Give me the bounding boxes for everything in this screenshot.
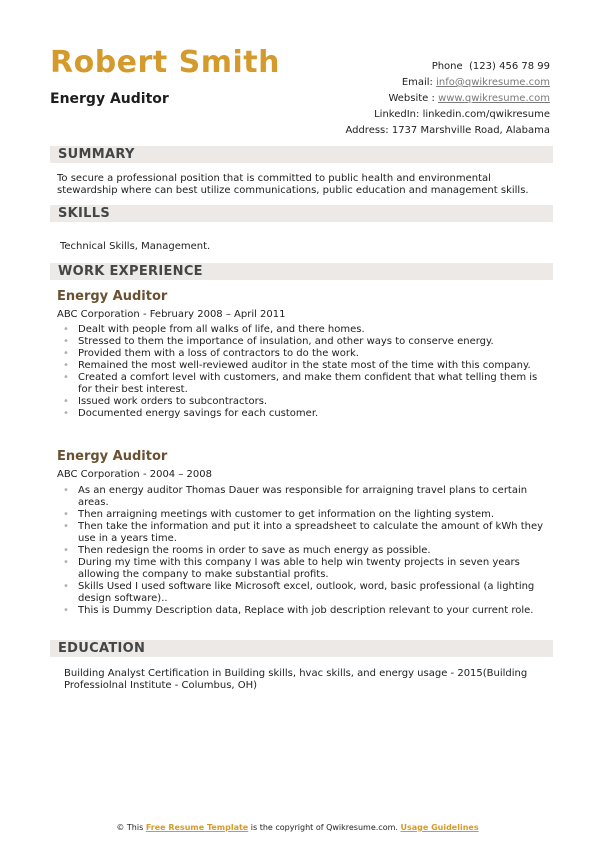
job-company-dates: ABC Corporation - 2004 – 2008 — [57, 469, 212, 480]
summary-line: stewardship where can best utilize communications, public education and management skills. — [57, 185, 529, 196]
education-section-header — [50, 640, 553, 657]
email-link[interactable]: info@qwikresume.com — [436, 77, 550, 88]
address-label: Address: — [345, 125, 389, 136]
summary-title: SUMMARY — [58, 147, 135, 162]
candidate-role: Energy Auditor — [50, 91, 169, 107]
contact-website — [345, 91, 550, 107]
candidate-name: Robert Smith — [50, 45, 280, 80]
summary-line: To secure a professional position that is committed to public health and environmental — [57, 173, 491, 184]
skills-text: Technical Skills, Management. — [60, 241, 211, 252]
education-title: EDUCATION — [58, 641, 146, 656]
list-item: • Then redesign the rooms in order to save as much energy as possible. — [60, 545, 552, 557]
job-bullets — [60, 324, 552, 420]
footer-middle: is the copyright of Qwikresume.com. — [250, 823, 398, 832]
phone-label: Phone — [431, 61, 463, 72]
phone-value: (123) 456 78 99 — [469, 61, 550, 72]
contact-email — [345, 75, 550, 91]
list-item: • Dealt with people from all walks of life, and there homes. — [60, 324, 552, 336]
footer — [0, 823, 595, 833]
free-resume-template-link[interactable]: Free Resume Template — [145, 823, 249, 832]
contact-block — [345, 59, 550, 139]
address-value: 1737 Marshville Road, Alabama — [391, 125, 550, 136]
website-label: Website : — [388, 93, 435, 104]
job-company-dates: ABC Corporation - February 2008 – April 2011 — [57, 309, 286, 320]
contact-phone — [345, 59, 550, 75]
list-item: • Stressed to them the importance of insulation, and other ways to conserve energy. — [60, 336, 552, 348]
summary-section-header — [50, 146, 553, 163]
list-item: • Issued work orders to subcontractors. — [60, 396, 552, 408]
job-title: Energy Auditor — [57, 449, 168, 464]
job-title: Energy Auditor — [57, 289, 168, 304]
skills-section-header — [50, 205, 553, 222]
list-item: • Created a comfort level with customers, and make them confident that what telling them is for their best interest. — [60, 372, 552, 396]
education-line: Professiolnal Institute - Columbus, OH) — [64, 680, 258, 691]
list-item: • This is Dummy Description data, Replace with job description relevant to your current role. — [60, 605, 552, 617]
work-section-header — [50, 263, 553, 280]
list-item: • Skills Used I used software like Microsoft excel, outlook, word, basic professional (a lighting design software).. — [60, 581, 552, 605]
work-title: WORK EXPERIENCE — [58, 264, 203, 279]
list-item: • Documented energy savings for each customer. — [60, 408, 552, 420]
list-item: • During my time with this company I was able to help win twenty projects in seven years allowing the company to make substantial profits. — [60, 557, 552, 581]
education-line: Building Analyst Certification in Building skills, hvac skills, and energy usage - 2015(Building — [64, 668, 528, 679]
job-bullets — [60, 485, 552, 617]
education-text — [64, 668, 552, 692]
list-item: • Then arraigning meetings with customer to get information on the lighting system. — [60, 509, 552, 521]
list-item: • Remained the most well-reviewed auditor in the state most of the time with this company. — [60, 360, 552, 372]
skills-title: SKILLS — [58, 206, 111, 221]
contact-address — [345, 123, 550, 139]
list-item: • Then take the information and put it into a spreadsheet to calculate the amount of kWh they use in a years time. — [60, 521, 552, 545]
linkedin-value: linkedin.com/qwikresume — [422, 109, 550, 120]
linkedin-label: LinkedIn: — [374, 109, 420, 120]
list-item: • As an energy auditor Thomas Dauer was responsible for arraigning travel plans to certain areas. — [60, 485, 552, 509]
summary-text — [57, 173, 553, 197]
website-link[interactable]: www.qwikresume.com — [438, 93, 550, 104]
contact-linkedin — [345, 107, 550, 123]
list-item: • Provided them with a loss of contractors to do the work. — [60, 348, 552, 360]
email-label: Email: — [401, 77, 433, 88]
usage-guidelines-link[interactable]: Usage Guidelines — [400, 823, 479, 832]
footer-prefix: © This — [116, 823, 144, 832]
